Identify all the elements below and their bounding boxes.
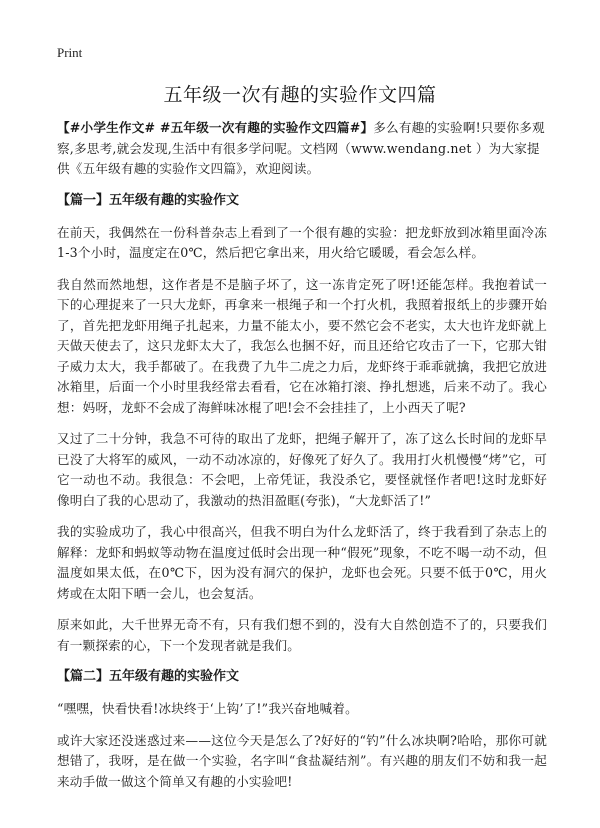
- paragraph: “嘿嘿，快看快看!冰块终于‘上钩’了!”我兴奋地喊着。: [57, 701, 358, 716]
- paragraph: 或许大家还没迷惑过来——这位今天是怎么了?好好的“钓”什么冰块啊?哈哈，那你可就想错了，我呀，是在做一个实验，名字叫“食盐凝结剂”。有兴趣的朋友们不妨和我一起来动手做一做这个简单又有趣的小实验吧!: [57, 732, 547, 789]
- paragraph: 在前天，我偶然在一份科普杂志上看到了一个很有趣的实验：把龙虾放到冰箱里面冷冻1-3个小时，温度定在0℃，然后把它拿出来，用火给它暖暖，看会怎么样。: [57, 224, 547, 260]
- intro-paragraph: [57, 118, 547, 180]
- article-body: [57, 118, 547, 803]
- section-heading-2: 【篇二】五年级有趣的实验作文: [57, 669, 240, 684]
- section-heading-1: 【篇一】五年级有趣的实验作文: [57, 192, 240, 208]
- paragraph: 又过了二十分钟，我急不可待的取出了龙虾，把绳子解开了，冻了这么长时间的龙虾早已没了大将军的威风，一动不动冰凉的，好像死了好久了。我用打火机慢慢“烤”它，可它一动也不动。我很急：不会吧，上帝凭证，我没杀它，要怪就怪作者吧!这时龙虾好像明白了我的心思动了，我激动的热泪盈眶(夸张)，“大龙虾活了!”: [57, 431, 547, 508]
- paragraph: 原来如此，大千世界无奇不有，只有我们想不到的，没有大自然创造不了的，只要我们有一颗探索的心，下一个发现者就是我们。: [57, 617, 547, 653]
- page-title: 五年级一次有趣的实验作文四篇: [163, 84, 437, 106]
- intro-tags: 【#小学生作文# #五年级一次有趣的实验作文四篇#】: [57, 120, 374, 135]
- intro-text: 多么有趣的实验啊!只要你多观察,多思考,就会发现,生活中有很多学问呢。文档网（www.wendang.net ）为大家提供《五年级有趣的实验作文四篇》，欢迎阅读。: [57, 120, 545, 176]
- print-link[interactable]: Print: [57, 45, 83, 60]
- paragraph: 我自然而然地想，这作者是不是脑子坏了，这一冻肯定死了呀!还能怎样。我抱着试一下的心理捉来了一只大龙虾，再拿来一根绳子和一个打火机，我照着报纸上的步骤开始了，首先把龙虾用绳子扎起来，力量不能太小，要不然它会不老实，太大也许龙虾就上天做天使去了，这只龙虾太大了，我怎么也捆不好，而且还给它攻击了一下，它那大钳子威力太大，我手都破了。在我费了九牛二虎之力后，龙虾终于乖乖就擒，我把它放进冰箱里，后面一个小时里我经常去看看，它在冰箱打滚、挣扎想逃，后来不动了。我心想：妈呀，龙虾不会成了海鲜味冰棍了吧!会不会挂挂了，上小西天了呢?: [57, 276, 547, 415]
- paragraph: 我的实验成功了，我心中很高兴，但我不明白为什么龙虾活了，终于我看到了杂志上的解释：龙虾和蚂蚁等动物在温度过低时会出现一种“假死”现象，不吃不喝一动不动，但温度如果太低，在0℃下，因为没有洞穴的保护，龙虾也会死。只要不低于0℃，用火烤或在太阳下晒一会儿，也会复活。: [57, 524, 547, 601]
